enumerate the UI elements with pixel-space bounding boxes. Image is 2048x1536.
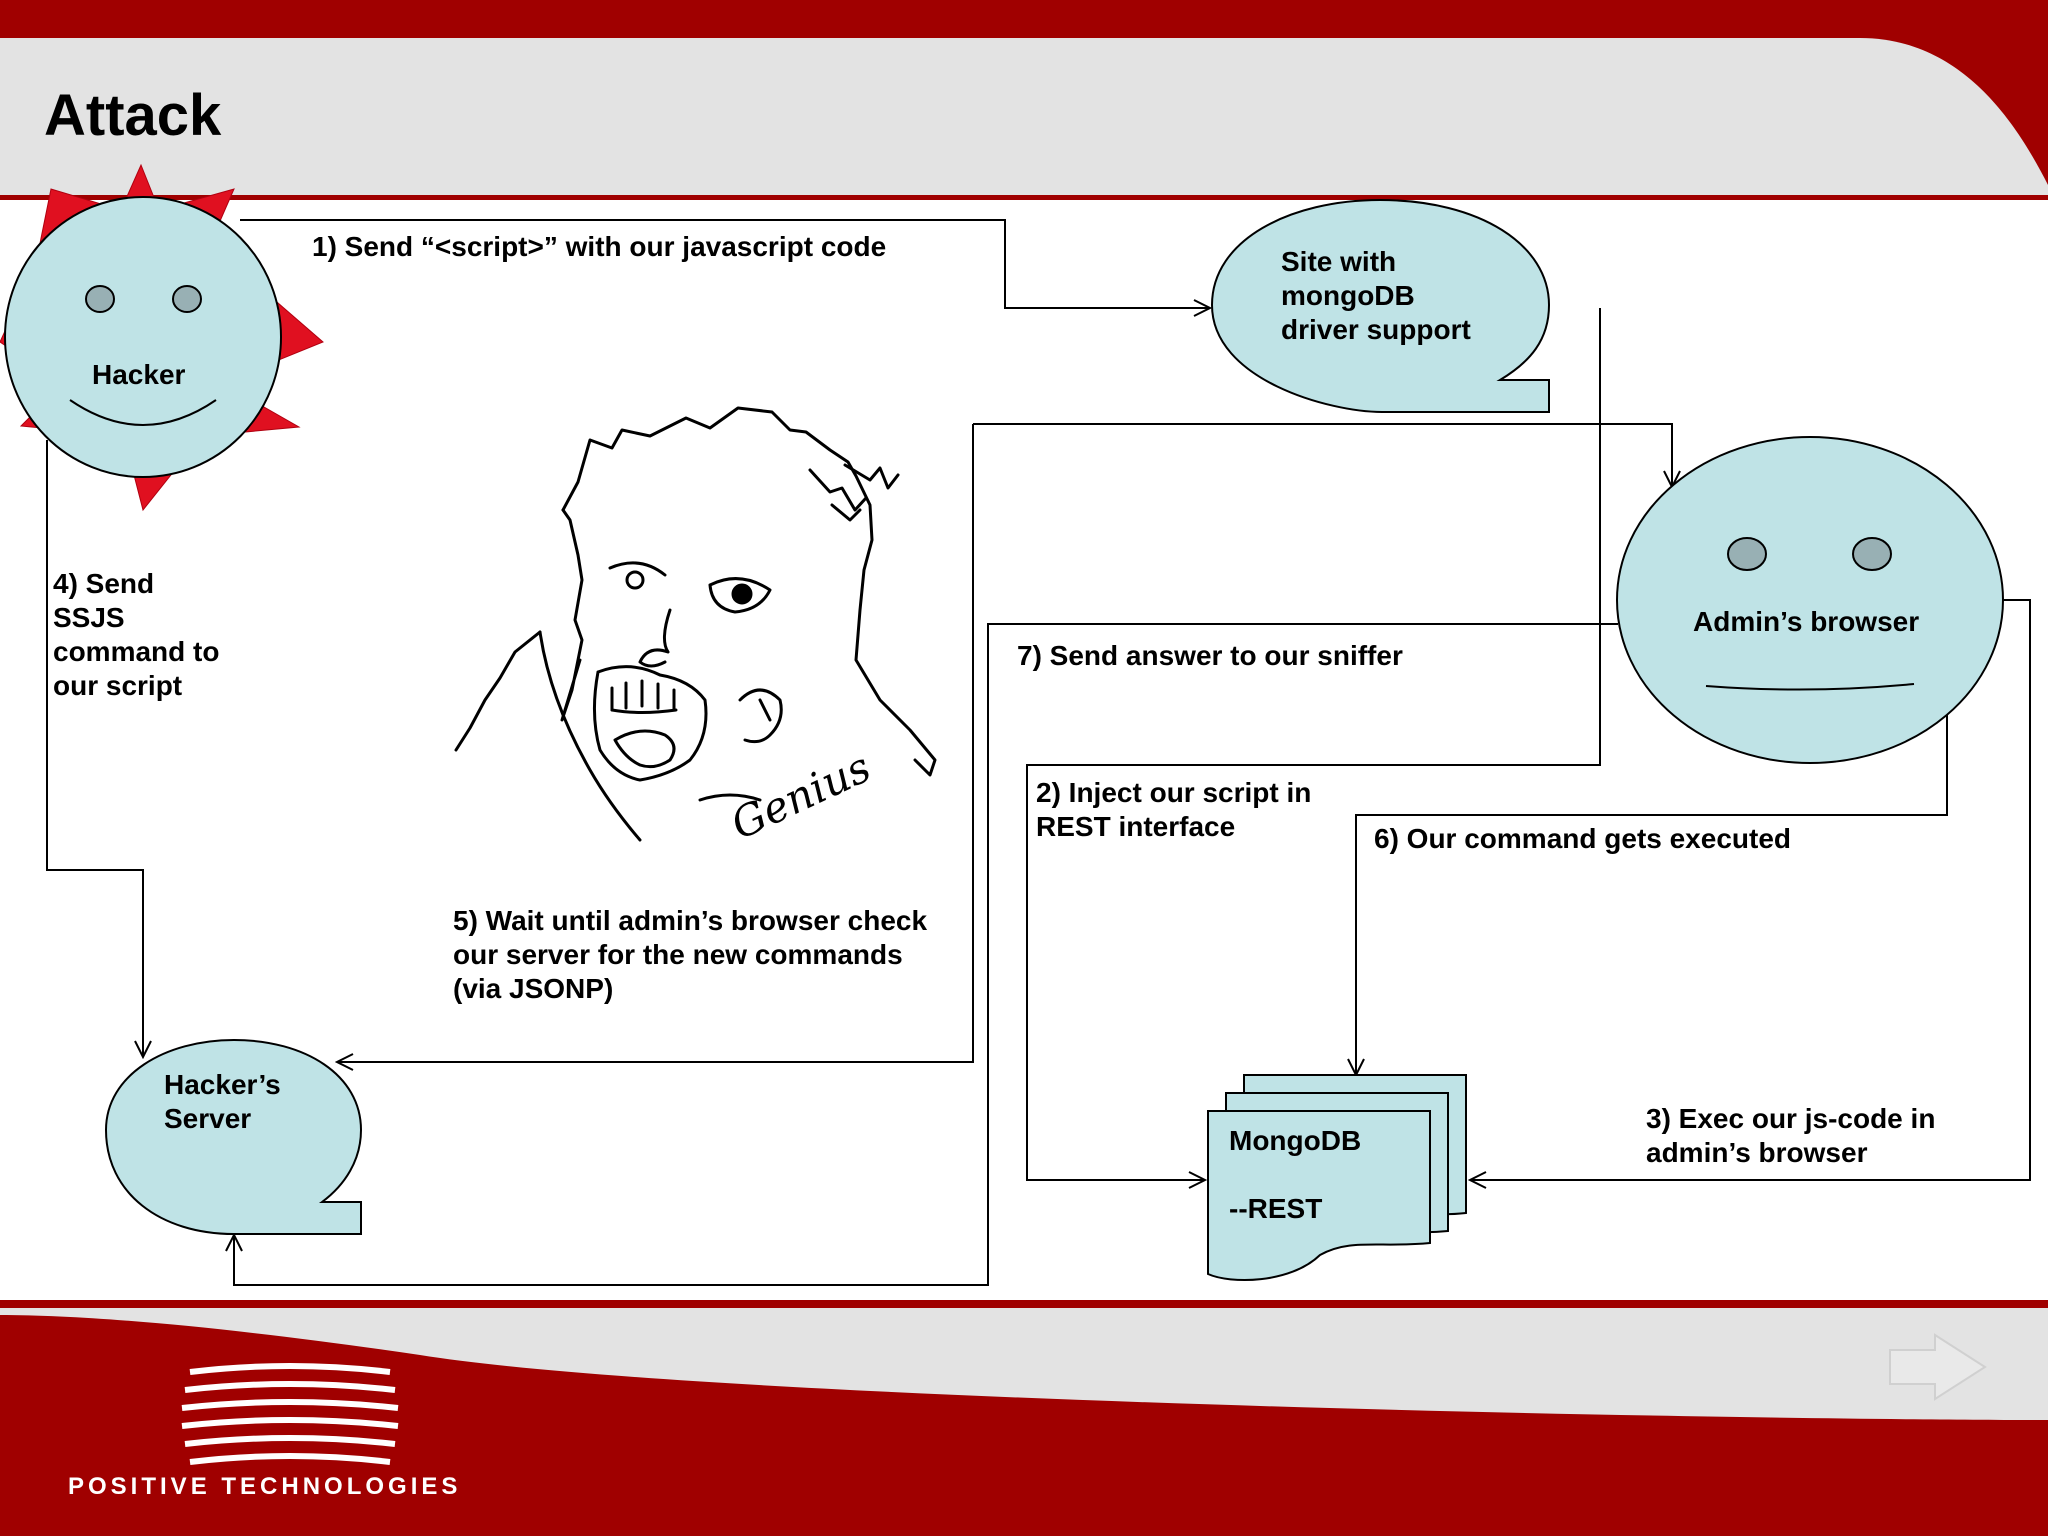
- admin-browser-node: [1617, 437, 2003, 763]
- arrow-step4: [47, 440, 143, 1057]
- mongodb-node: [1208, 1075, 1466, 1280]
- step5-label-line1: 5) Wait until admin’s browser check: [453, 905, 928, 936]
- hacker-node: [0, 165, 323, 510]
- site-label-line1: Site with: [1281, 246, 1397, 277]
- site-label-line3: driver support: [1281, 314, 1471, 345]
- admin-left-eye: [1728, 538, 1766, 570]
- hackers-server-label-line2: Server: [164, 1103, 252, 1134]
- arrow-step6: [1356, 715, 1947, 1075]
- step4-label-line4: our script: [53, 670, 183, 701]
- step-labels: [53, 231, 1935, 1168]
- logo-text: POSITIVE TECHNOLOGIES: [68, 1473, 462, 1500]
- hackers-server-label-line1: Hacker’s: [164, 1069, 281, 1100]
- admin-browser-label: Admin’s browser: [1693, 606, 1920, 637]
- site-label-line2: mongoDB: [1281, 280, 1415, 311]
- step3-label-line1: 3) Exec our js-code in: [1646, 1103, 1936, 1134]
- mongodb-label-line1: MongoDB: [1229, 1125, 1362, 1156]
- slide-title: Attack: [44, 83, 222, 148]
- hackers-server-node: [106, 1040, 361, 1234]
- step5-label-line3: (via JSONP): [453, 973, 614, 1004]
- step7-label: 7) Send answer to our sniffer: [1017, 640, 1403, 671]
- admin-right-eye: [1853, 538, 1891, 570]
- arrow-step2: [1027, 308, 1600, 1180]
- step4-label-line3: command to: [53, 636, 220, 667]
- step2-label-line1: 2) Inject our script in: [1036, 777, 1312, 808]
- genius-caption: Genius: [723, 742, 878, 850]
- step4-label-line1: 4) Send: [53, 568, 155, 599]
- step4-label-line2: SSJS: [53, 602, 125, 633]
- step2-label-line2: REST interface: [1036, 811, 1236, 842]
- genius-sketch: [456, 408, 935, 849]
- mongodb-label-line2: --REST: [1229, 1193, 1323, 1224]
- step6-label: 6) Our command gets executed: [1374, 823, 1792, 854]
- footer: [0, 1300, 2048, 1536]
- header: [0, 0, 2048, 200]
- hacker-left-eye: [86, 286, 114, 312]
- hacker-right-eye: [173, 286, 201, 312]
- step1-label: 1) Send “<script>” with our javascript code: [312, 231, 887, 262]
- arrow-step5: [973, 424, 1672, 487]
- hacker-label: Hacker: [92, 359, 186, 390]
- site-node: [1212, 200, 1549, 412]
- step3-label-line2: admin’s browser: [1646, 1137, 1868, 1168]
- step5-label-line2: our server for the new commands: [453, 939, 903, 970]
- hacker-face: [5, 197, 281, 477]
